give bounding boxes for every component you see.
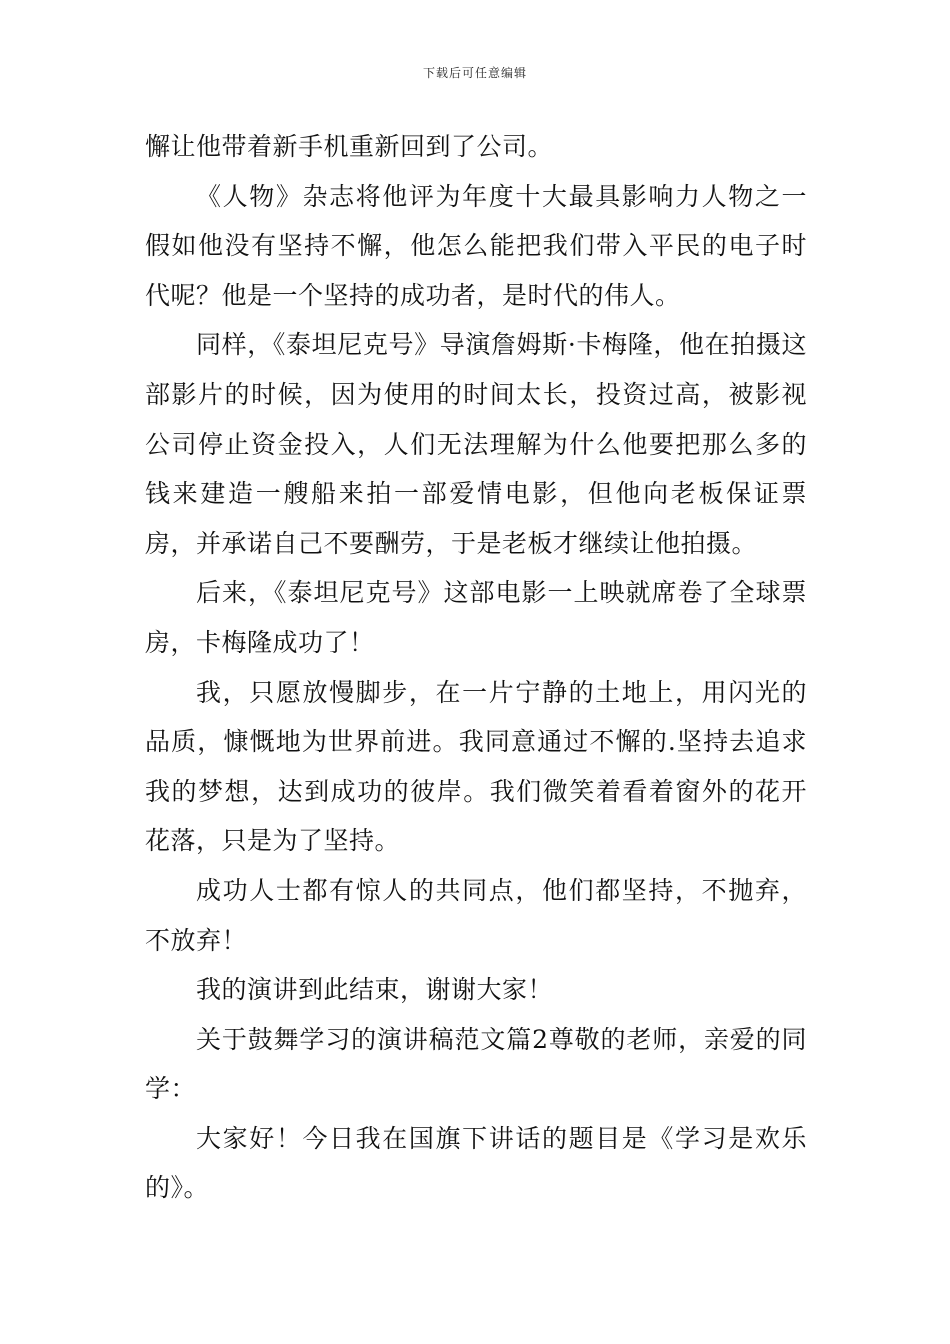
page-header-note: 下载后可任意编辑 xyxy=(422,66,527,80)
paragraph: 成功人士都有惊人的共同点，他们都坚持，不抛弃，不放弃！ xyxy=(145,875,807,955)
paragraph: 后来，《泰坦尼克号》这部电影一上映就席卷了全球票房，卡梅隆成功了！ xyxy=(145,578,807,657)
paragraph: 我的演讲到此结束，谢谢大家！ xyxy=(196,975,554,1005)
document-body xyxy=(145,122,807,1213)
paragraph: 《人物》杂志将他评为年度十大最具影响力人物之一假如他没有坚持不懈，他怎么能把我们带入平民的电子时代呢？他是一个坚持的成功者，是时代的伟人。 xyxy=(145,181,807,310)
paragraph: 懈让他带着新手机重新回到了公司。 xyxy=(145,132,554,161)
paragraph: 我，只愿放慢脚步，在一片宁静的土地上，用闪光的品质，慷慨地为世界前进。我同意通过不懈的.坚持去追求我的梦想，达到成功的彼岸。我们微笑着看着窗外的花开花落，只是为了坚持。 xyxy=(145,677,807,856)
paragraph: 大家好！今日我在国旗下讲话的题目是《学习是欢乐的》。 xyxy=(145,1123,807,1203)
paragraph: 同样，《泰坦尼克号》导演詹姆斯·卡梅隆，他在拍摄这部影片的时候，因为使用的时间太长，投资过高，被影视公司停止资金投入，人们无法理解为什么他要把那么多的钱来建造一艘船来拍一部爱情电影，但他向老板保证票房，并承诺自己不要酬劳，于是老板才继续让他拍摄。 xyxy=(145,330,807,558)
paragraph: 关于鼓舞学习的演讲稿范文篇2尊敬的老师，亲爱的同学： xyxy=(145,1024,807,1104)
